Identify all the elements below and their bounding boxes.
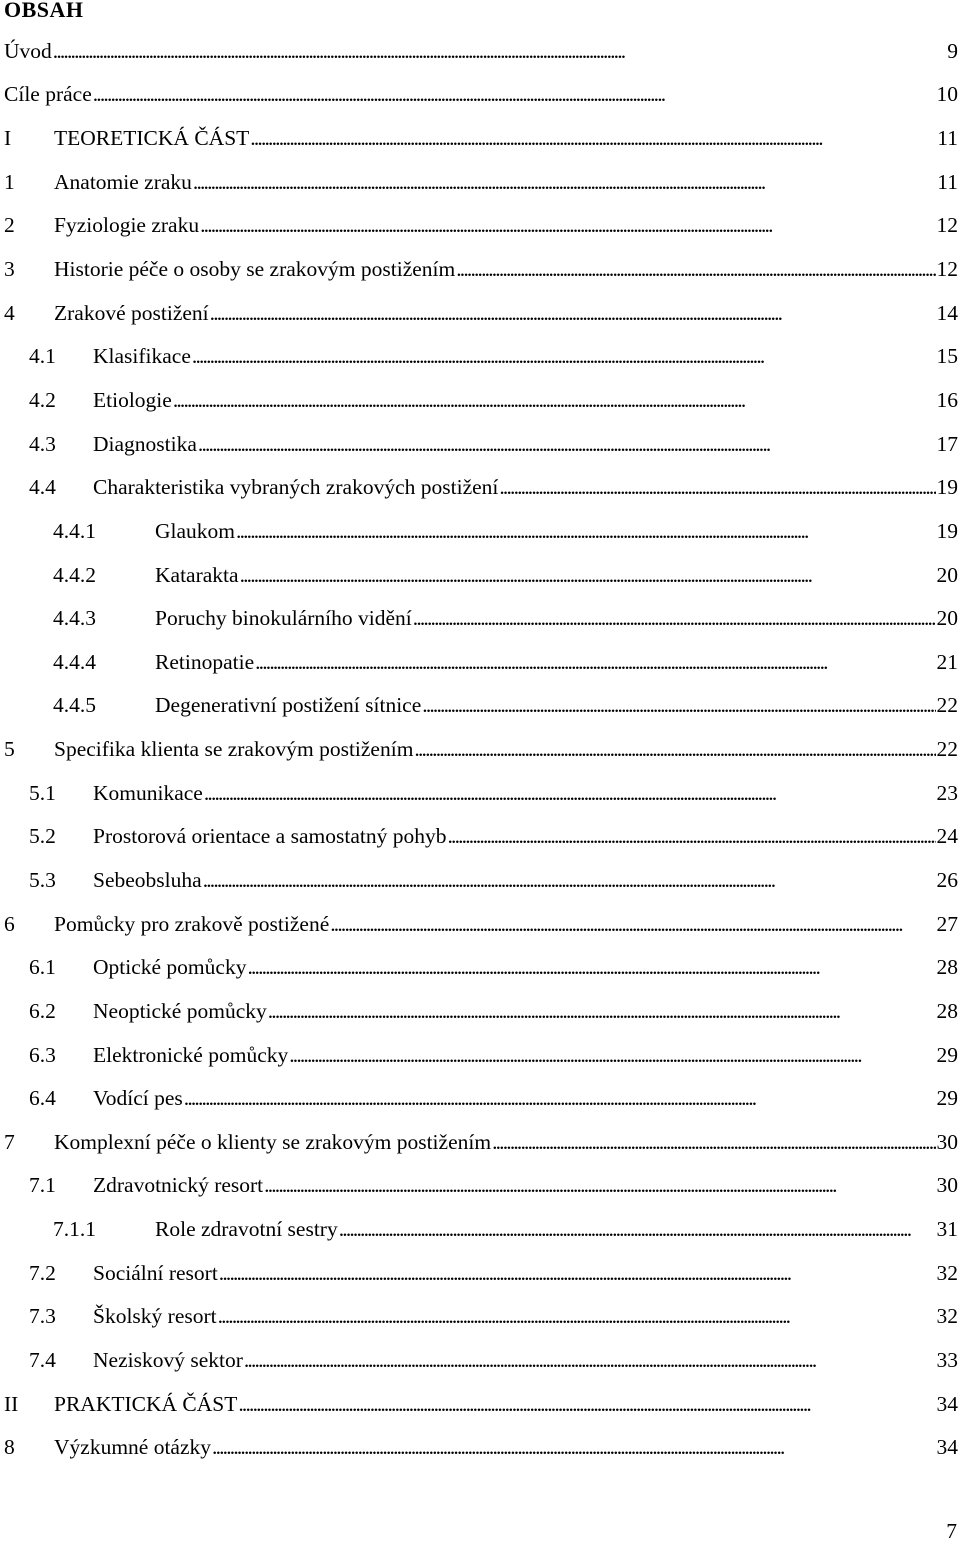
toc-entry-number: 6 (0, 911, 54, 937)
toc-entry[interactable] (0, 291, 960, 335)
toc-entry-title: Fyziologie zraku (54, 212, 199, 238)
toc-entry-title: Zrakové postižení (54, 300, 209, 326)
toc-entry-number: 2 (0, 212, 54, 238)
toc-entry-number: 5.2 (0, 823, 93, 849)
toc-entry-title: Anatomie zraku (54, 169, 192, 195)
toc-entry-title: Specifika klienta se zrakovým postižením (54, 736, 413, 762)
toc-entry-page: 31 (937, 1216, 960, 1242)
toc-entry-page: 11 (937, 125, 960, 151)
toc-entry-number: 8 (0, 1434, 54, 1460)
dot-leader (247, 954, 935, 980)
toc-entry[interactable] (0, 771, 960, 815)
toc-entry-page: 11 (937, 169, 960, 195)
toc-entry[interactable] (0, 1207, 960, 1251)
toc-entry-title: TEORETICKÁ ČÁST (54, 125, 249, 151)
toc-entry-page: 21 (937, 649, 960, 675)
toc-entry-page: 22 (937, 692, 960, 718)
dot-leader (268, 998, 936, 1024)
toc-entry[interactable] (0, 596, 960, 640)
toc-entry-number: 4.1 (0, 343, 93, 369)
toc-entry-page: 24 (937, 823, 960, 849)
toc-entry-page: 22 (937, 736, 960, 762)
toc-entry-page: 34 (937, 1391, 960, 1417)
toc-entry-title: Neziskový sektor (93, 1347, 243, 1373)
toc-entry[interactable] (0, 989, 960, 1033)
dot-leader (93, 81, 936, 107)
dot-leader (289, 1042, 935, 1068)
page-number: 7 (946, 1518, 957, 1544)
toc-entry-title: Výzkumné otázky (54, 1434, 211, 1460)
toc-entry-page: 23 (937, 780, 960, 806)
toc-entry-number: 1 (0, 169, 54, 195)
toc-entry-page: 10 (937, 81, 960, 107)
toc-entry[interactable] (0, 1426, 960, 1470)
dot-leader (200, 212, 935, 238)
toc-entry-page: 34 (937, 1434, 960, 1460)
toc-entry-number: 5.1 (0, 780, 93, 806)
page-title: OBSAH (4, 0, 84, 23)
toc-entry[interactable] (0, 902, 960, 946)
toc-entry-number: 4.2 (0, 387, 93, 413)
toc-entry-number: 5 (0, 736, 54, 762)
toc-entry[interactable] (0, 1251, 960, 1295)
dot-leader (238, 1391, 935, 1417)
toc-entry-page: 12 (937, 256, 960, 282)
dot-leader (499, 474, 935, 500)
toc-entry-page: 29 (937, 1085, 960, 1111)
toc-entry-number: 7.4 (0, 1347, 93, 1373)
toc-entry[interactable] (0, 73, 960, 117)
toc-entry-page: 27 (937, 911, 960, 937)
toc-entry-page: 32 (937, 1260, 960, 1286)
toc-entry-title: Diagnostika (93, 431, 197, 457)
toc-entry-title: PRAKTICKÁ ČÁST (54, 1391, 237, 1417)
toc-entry-title: Poruchy binokulárního vidění (155, 605, 412, 631)
toc-entry[interactable] (0, 422, 960, 466)
toc-entry-title: Role zdravotní sestry (155, 1216, 338, 1242)
dot-leader (210, 300, 936, 326)
toc-entry-title: Glaukom (155, 518, 235, 544)
toc-entry-title: Etiologie (93, 387, 172, 413)
toc-entry-title: Historie péče o osoby se zrakovým postižením (54, 256, 455, 282)
toc-entry-number: II (0, 1391, 54, 1417)
toc-entry-number: 6.3 (0, 1042, 93, 1068)
toc-entry-number: 4.4.2 (0, 562, 155, 588)
dot-leader (255, 649, 935, 675)
toc-entry-page: 19 (937, 518, 960, 544)
toc-entry-title: Pomůcky pro zrakově postižené (54, 911, 329, 937)
dot-leader (413, 605, 936, 631)
toc-entry-title: Prostorová orientace a samostatný pohyb (93, 823, 446, 849)
dot-leader (173, 387, 936, 413)
toc-entry[interactable] (0, 945, 960, 989)
toc-entry-number: 4.4.3 (0, 605, 155, 631)
toc-entry-page: 33 (937, 1347, 960, 1373)
toc-entry[interactable] (0, 858, 960, 902)
toc-entry[interactable] (0, 1164, 960, 1208)
toc-entry-number: 4.4.1 (0, 518, 155, 544)
toc-entry-title: Sebeobsluha (93, 867, 202, 893)
toc-entry-title: Sociální resort (93, 1260, 218, 1286)
toc-entry-title: Úvod (0, 38, 52, 64)
toc-entry[interactable] (0, 1338, 960, 1382)
toc-entry-number: 4.4.4 (0, 649, 155, 675)
toc-entry[interactable] (0, 1382, 960, 1426)
toc-entry[interactable] (0, 640, 960, 684)
dot-leader (219, 1260, 936, 1286)
dot-leader (204, 780, 936, 806)
toc-entry[interactable] (0, 29, 960, 73)
toc-entry-number: 7.1.1 (0, 1216, 155, 1242)
dot-leader (339, 1216, 936, 1242)
toc-entry-number: 3 (0, 256, 54, 282)
toc-entry[interactable] (0, 1076, 960, 1120)
dot-leader (492, 1129, 935, 1155)
toc-entry-number: 5.3 (0, 867, 93, 893)
dot-leader (330, 911, 935, 937)
toc-entry-page: 30 (937, 1129, 960, 1155)
dot-leader (447, 823, 935, 849)
toc-entry-title: Degenerativní postižení sítnice (155, 692, 421, 718)
toc-entry-page: 28 (937, 954, 960, 980)
toc-entry-title: Optické pomůcky (93, 954, 246, 980)
toc-entry-page: 17 (937, 431, 960, 457)
dot-leader (193, 169, 936, 195)
toc-entry-page: 20 (937, 605, 960, 631)
toc-entry[interactable] (0, 815, 960, 859)
toc-entry-number: 4.4.5 (0, 692, 155, 718)
toc-entry-number: 4 (0, 300, 54, 326)
toc-entry-page: 12 (937, 212, 960, 238)
toc-entry[interactable] (0, 509, 960, 553)
dot-leader (456, 256, 935, 282)
toc-entry-number: I (0, 125, 54, 151)
toc-entry[interactable] (0, 553, 960, 597)
toc-entry-number: 7.3 (0, 1303, 93, 1329)
toc-entry-number: 4.4 (0, 474, 93, 500)
dot-leader (414, 736, 935, 762)
toc-entry-title: Neoptické pomůcky (93, 998, 267, 1024)
dot-leader (244, 1347, 936, 1373)
toc-entry-title: Vodící pes (93, 1085, 183, 1111)
dot-leader (203, 867, 936, 893)
toc-entry-title: Elektronické pomůcky (93, 1042, 288, 1068)
toc-entry-page: 29 (937, 1042, 960, 1068)
toc-entry-title: Komunikace (93, 780, 203, 806)
dot-leader (264, 1172, 935, 1198)
table-of-contents (0, 29, 960, 1469)
toc-entry-page: 32 (937, 1303, 960, 1329)
toc-entry-page: 14 (937, 300, 960, 326)
dot-leader (250, 125, 936, 151)
dot-leader (192, 343, 936, 369)
toc-entry-number: 7.2 (0, 1260, 93, 1286)
toc-entry-page: 20 (937, 562, 960, 588)
toc-entry[interactable] (0, 378, 960, 422)
toc-entry-title: Komplexní péče o klienty se zrakovým postižením (54, 1129, 491, 1155)
toc-entry-title: Školský resort (93, 1303, 217, 1329)
dot-leader (218, 1303, 936, 1329)
dot-leader (240, 562, 936, 588)
toc-entry-page: 26 (937, 867, 960, 893)
dot-leader (212, 1434, 935, 1460)
dot-leader (198, 431, 936, 457)
toc-entry-title: Charakteristika vybraných zrakových postižení (93, 474, 498, 500)
dot-leader (184, 1085, 936, 1111)
toc-entry-page: 30 (937, 1172, 960, 1198)
toc-entry[interactable] (0, 160, 960, 204)
toc-entry[interactable] (0, 684, 960, 728)
toc-entry-number: 7 (0, 1129, 54, 1155)
toc-entry-title: Cíle práce (0, 81, 92, 107)
toc-entry-number: 6.4 (0, 1085, 93, 1111)
toc-entry[interactable] (0, 334, 960, 378)
toc-entry-page: 28 (937, 998, 960, 1024)
dot-leader (53, 38, 946, 64)
toc-entry-title: Retinopatie (155, 649, 254, 675)
toc-entry[interactable] (0, 1033, 960, 1077)
dot-leader (422, 692, 935, 718)
toc-entry-number: 6.2 (0, 998, 93, 1024)
toc-entry[interactable] (0, 1295, 960, 1339)
toc-entry-number: 6.1 (0, 954, 93, 980)
toc-entry-title: Katarakta (155, 562, 239, 588)
toc-entry[interactable] (0, 1120, 960, 1164)
toc-entry-number: 4.3 (0, 431, 93, 457)
toc-entry-page: 16 (937, 387, 960, 413)
toc-entry-title: Zdravotnický resort (93, 1172, 263, 1198)
toc-entry-page: 15 (937, 343, 960, 369)
toc-entry[interactable] (0, 204, 960, 248)
toc-entry-number: 7.1 (0, 1172, 93, 1198)
toc-entry-page: 19 (937, 474, 960, 500)
toc-entry[interactable] (0, 465, 960, 509)
toc-entry[interactable] (0, 247, 960, 291)
toc-entry[interactable] (0, 116, 960, 160)
dot-leader (236, 518, 935, 544)
toc-entry-title: Klasifikace (93, 343, 191, 369)
toc-entry-page: 9 (947, 38, 960, 64)
toc-entry[interactable] (0, 727, 960, 771)
